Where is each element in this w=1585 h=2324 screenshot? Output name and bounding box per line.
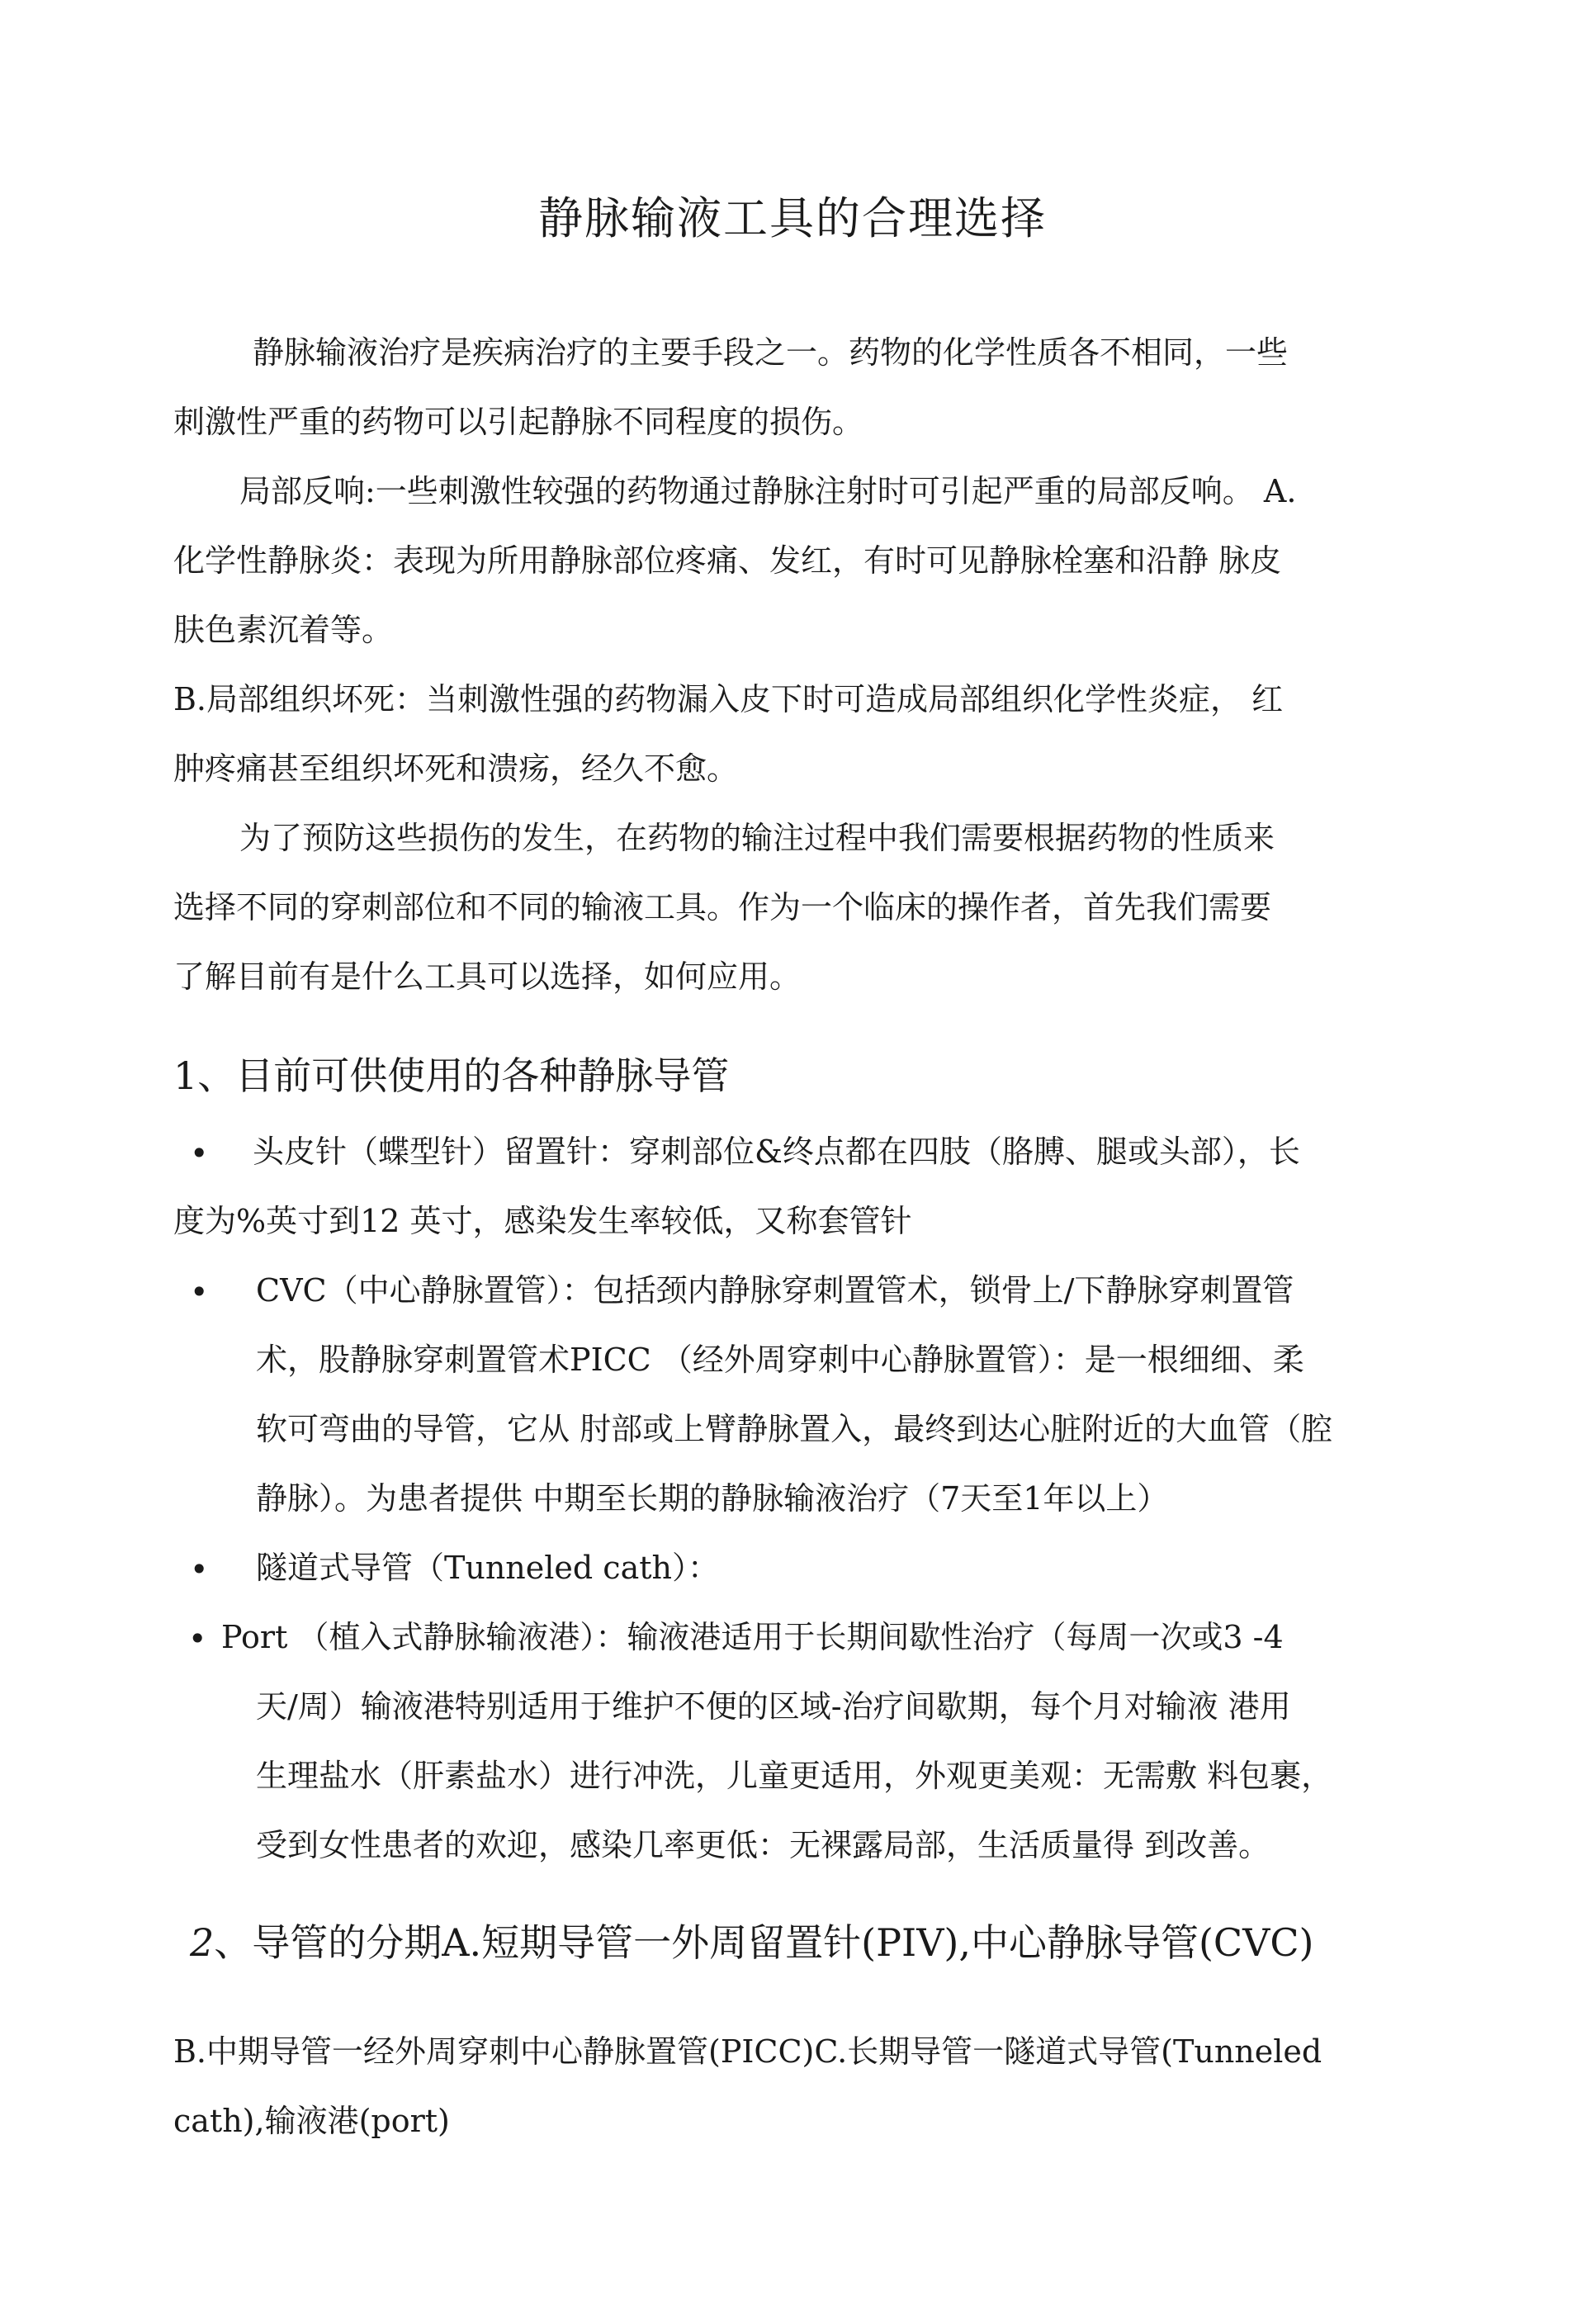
list-item-line: 天/周）输液港特别适用于维护不便的区域-治疗间歇期，每个月对输液 港用 (256, 1688, 1291, 1725)
list-item-line: 生理盐水（肝素盐水）进行冲洗，儿童更适用，外观更美观：无需敷 料包裹， (256, 1758, 1333, 1794)
bullet-icon: • (190, 1135, 209, 1171)
bullet-icon: • (190, 1551, 209, 1588)
bullet-icon: • (188, 1621, 207, 1657)
list-item-line: 隧道式导管（Tunneled cath）： (256, 1550, 719, 1586)
list-item-line: 度为%英寸到12 英寸，感染发生率较低，又称套管针 (173, 1203, 912, 1239)
paragraph-line: 为了预防这些损伤的发生，在药物的输注过程中我们需要根据药物的性质来 (239, 820, 1275, 856)
paragraph-line: 刺激性严重的药物可以引起静脉不同程度的损伤。 (173, 404, 864, 440)
section-number: 2 (190, 1920, 215, 1965)
paragraph-line: 静脉输液治疗是疾病治疗的主要手段之一。药物的化学性质各不相同，一些 (253, 334, 1289, 371)
paragraph-line: B.局部组织坏死：当刺激性强的药物漏入皮下时可造成局部组织化学性炎症， 红 (173, 681, 1284, 717)
paragraph-line: 局部反响:一些刺激性较强的药物通过静脉注射时可引起严重的局部反响。 A. (239, 473, 1297, 509)
section-heading (190, 1920, 1314, 1965)
list-item-line: 静脉）。为患者提供 中期至长期的静脉输液治疗（7天至1年以上） (256, 1480, 1169, 1517)
list-item-line: 软可弯曲的导管，它从 肘部或上臂静脉置入，最终到达心脏附近的大血管（腔 (256, 1411, 1333, 1447)
bullet-icon: • (190, 1274, 209, 1310)
paragraph-line: 化学性静脉炎：表现为所用静脉部位疼痛、发红，有时可见静脉栓塞和沿静 脉皮 (173, 542, 1282, 579)
list-item-line: 受到女性患者的欢迎，感染几率更低：无裸露局部，生活质量得 到改善。 (256, 1827, 1270, 1863)
paragraph-line: 肿疼痛甚至组织坏死和溃疡，经久不愈。 (173, 750, 739, 787)
paragraph-line: B.中期导管一经外周穿刺中心静脉置管(PICC)C.长期导管一隧道式导管(Tunneled (173, 2033, 1322, 2070)
section-heading-text: 、导管的分期A.短期导管一外周留置针(PIV),中心静脉导管(CVC) (214, 1920, 1314, 1965)
paragraph-line: 选择不同的穿刺部位和不同的输液工具。作为一个临床的操作者，首先我们需要 (173, 889, 1272, 925)
section-heading: 1、目前可供使用的各种静脉导管 (173, 1053, 730, 1098)
list-item-line: Port （植入式静脉输液港）：输液港适用于长期间歇性治疗（每周一次或3 -4 (221, 1619, 1284, 1655)
list-item-line: 术，股静脉穿刺置管术PICC （经外周穿刺中心静脉置管）：是一根细细、柔 (256, 1342, 1304, 1378)
page-title: 静脉输液工具的合理选择 (538, 192, 1047, 244)
paragraph-line: 肤色素沉着等。 (173, 612, 394, 648)
paragraph-line: cath),输液港(port) (173, 2103, 450, 2139)
list-item-line: 头皮针（蝶型针）留置针：穿刺部位&终点都在四肢（胳膊、腿或头部），长 (253, 1134, 1300, 1170)
list-item-line: CVC（中心静脉置管）：包括颈内静脉穿刺置管术，锁骨上/下静脉穿刺置管 (256, 1272, 1294, 1309)
paragraph-line: 了解目前有是什么工具可以选择，如何应用。 (173, 958, 802, 995)
